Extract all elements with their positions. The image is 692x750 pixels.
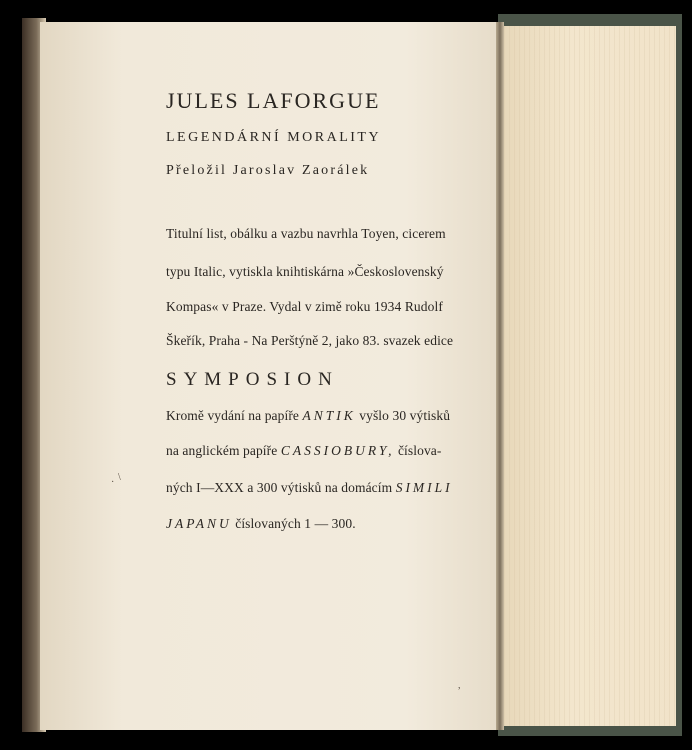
author-name: JULES LAFORGUE xyxy=(166,88,381,113)
colophon-line-1: Titulní list, obálku a vazbu navrhla Toyen, cicerem xyxy=(166,226,446,241)
right-page xyxy=(504,26,676,726)
line-6-text-a: na anglickém papíře xyxy=(166,443,281,458)
colophon-line-7 xyxy=(166,480,453,496)
colophon-line-6 xyxy=(166,443,441,459)
translator-credit: Přeložil Jaroslav Zaorálek xyxy=(166,163,370,178)
colophon-line-8 xyxy=(166,516,356,532)
ink-speck: · xyxy=(111,477,115,488)
line-5-text-b: vyšlo 30 výtisků xyxy=(355,408,451,423)
colophon-line-4: Škeřík, Praha - Na Perštýně 2, jako 83. svazek edice xyxy=(166,333,454,348)
edition-name: SYMPOSION xyxy=(166,369,339,390)
ink-speck: , xyxy=(458,680,461,691)
paper-japanu: JAPANU xyxy=(166,516,232,531)
colophon-line-5 xyxy=(166,408,450,424)
ink-speck: \ xyxy=(118,472,121,483)
book-spine-fold xyxy=(496,22,504,730)
line-7-text-a: ných I—XXX a 300 výtisků na domácím xyxy=(166,480,396,495)
line-5-text-a: Kromě vydání na papíře xyxy=(166,408,303,423)
line-8-text: číslovaných 1 — 300. xyxy=(231,516,356,531)
line-6-text-b: číslova- xyxy=(394,443,442,458)
book-title: LEGENDÁRNÍ MORALITY xyxy=(166,130,382,145)
colophon-line-3: Kompas« v Praze. Vydal v zimě roku 1934 Rudolf xyxy=(166,299,443,314)
paper-simili: SIMILI xyxy=(395,480,453,495)
paper-antik: ANTIK xyxy=(302,408,356,423)
paper-cassiobury: CASSIOBURY, xyxy=(280,443,395,458)
colophon-line-2: typu Italic, vytiskla knihtiskárna »Československý xyxy=(166,264,444,279)
